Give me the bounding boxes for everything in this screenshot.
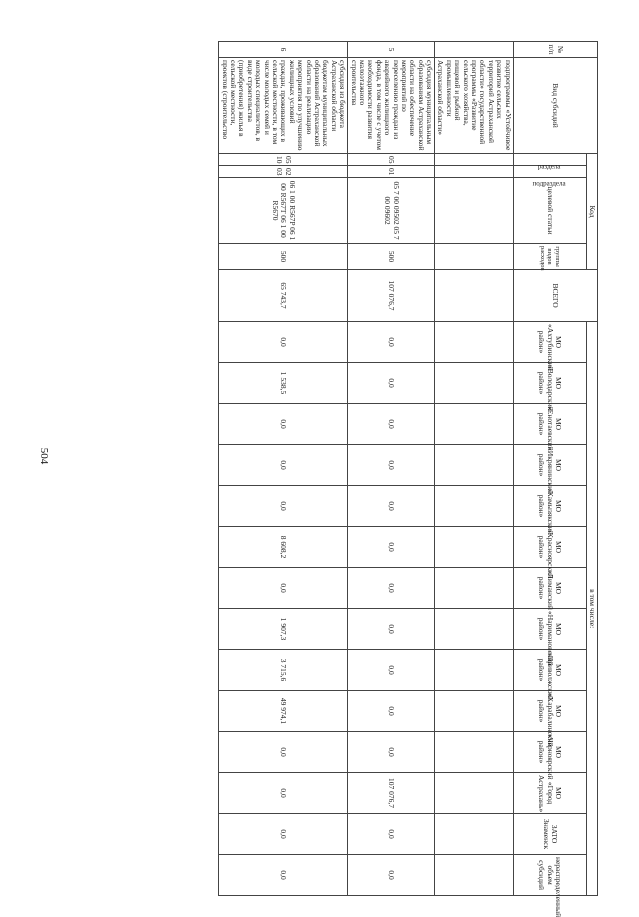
header-mo-11: МО «Черноярский район»: [513, 732, 586, 773]
row-value: 0,0: [348, 650, 435, 691]
header-mo-7: МО «Лиманский район»: [513, 568, 586, 609]
row-group: 500: [348, 244, 435, 270]
row-value: 0,0: [219, 486, 348, 527]
row-razdel: 05: [348, 154, 435, 166]
subsidy-table: [218, 41, 598, 917]
row-value: 0,0: [348, 445, 435, 486]
header-mo-12: МО «Город Астрахань»: [513, 773, 586, 814]
header-mo-9: МО «Приволжский район»: [513, 650, 586, 691]
header-mo-3: МО «Енотаевский район»: [513, 404, 586, 445]
header-mo-5: МО «Камызякский район»: [513, 486, 586, 527]
row-value: 8 608,2: [219, 527, 348, 568]
row-total: 65 743,7: [219, 270, 348, 322]
row-value: 0,0: [348, 404, 435, 445]
row-value: 0,0: [219, 404, 348, 445]
row-value: 49 974,1: [219, 691, 348, 732]
subsidy-table-sheet: [85, 41, 598, 917]
row-value: 107 076,7: [348, 773, 435, 814]
header-mo-1: МО «Ахтубинский район»: [513, 322, 586, 363]
row-number: 6: [219, 42, 348, 58]
table-row: [435, 42, 514, 896]
header-total: ВСЕГО: [513, 270, 597, 322]
row-value: 0,0: [219, 568, 348, 609]
row-value: 0,0: [348, 568, 435, 609]
header-podrazdel: подраздела: [532, 179, 566, 188]
header-code: Код: [586, 154, 597, 270]
row-value: 3 715,6: [219, 650, 348, 691]
header-subsidy-type: Вид субсидий: [513, 58, 597, 154]
row-podrazdel: 02 03: [219, 166, 348, 178]
row-subsidy-text: подпрограммы «Устойчивое развитие сельских территорий Астраханской области» государственной программы «Развитие сельского хозяйства, пищевой и рыбной промышленности Астраханской области»: [435, 58, 514, 154]
header-no: № п/п: [513, 42, 597, 58]
table-row: [219, 42, 348, 896]
row-value: 0,0: [219, 445, 348, 486]
row-podrazdel: 01: [348, 166, 435, 178]
header-mo-6: МО «Красноярский район»: [513, 527, 586, 568]
row-target: 05 7 00 09502 05 7 00 09602: [348, 178, 435, 244]
header-expense-group: группы видов расходов: [513, 244, 586, 270]
row-target: 06 1 00 R567P 06 1 00 R567T 06 1 00 R5670: [219, 178, 348, 244]
row-value: 0,0: [348, 486, 435, 527]
header-in-that: в том числе:: [586, 322, 597, 896]
header-mo-8: МО «Наримановский район»: [513, 609, 586, 650]
row-value: 0,0: [348, 691, 435, 732]
row-number: 5: [348, 42, 435, 58]
row-group: 500: [219, 244, 348, 270]
header-target: целевой статьи: [513, 178, 586, 244]
header-razdel: раздела: [537, 162, 561, 171]
row-value: 0,0: [219, 814, 348, 855]
header-mo-4: МО «Икрянинский район»: [513, 445, 586, 486]
row-subsidy-text: субсидия муниципальным образованиям Астраханской области на обеспечение мероприятий по переселению граждан из аварийного жилищного фонда, в том числе с учетом необходимости развития малоэтажного строительства: [348, 58, 435, 154]
header-mo-2: МО «Володарский район»: [513, 363, 586, 404]
row-value: 0,0: [348, 855, 435, 896]
row-value: 1 538,5: [219, 363, 348, 404]
row-subsidy-text: субсидия из бюджета Астраханской области бюджетам муниципальных образований Астраханской области на реализацию мероприятия по улучшению жилищных условий граждан, проживающих в сельской местности, в том числе молодых семей и молодых специалистов, в виде строительства (приобретения) жилья в сельской местности, проектов (строительство: [219, 58, 348, 154]
row-value: 0,0: [219, 855, 348, 896]
row-value: 0,0: [348, 609, 435, 650]
table-row: [348, 42, 435, 896]
row-value: 0,0: [219, 732, 348, 773]
row-value: 0,0: [348, 322, 435, 363]
row-value: 0,0: [348, 732, 435, 773]
row-total: 107 076,7: [348, 270, 435, 322]
row-value: 0,0: [348, 363, 435, 404]
row-value: 0,0: [219, 773, 348, 814]
page-number: 504: [38, 447, 50, 465]
row-value: 0,0: [348, 814, 435, 855]
header-mo-14: нераспределенный объем субсидий: [513, 855, 586, 896]
row-value: 1 907,3: [219, 609, 348, 650]
header-mo-13: ЗАТО Знаменск: [513, 814, 586, 855]
row-value: 0,0: [219, 322, 348, 363]
row-razdel: 05 10: [219, 154, 348, 166]
header-mo-10: МО «Харабалинский район»: [513, 691, 586, 732]
row-value: 0,0: [348, 527, 435, 568]
